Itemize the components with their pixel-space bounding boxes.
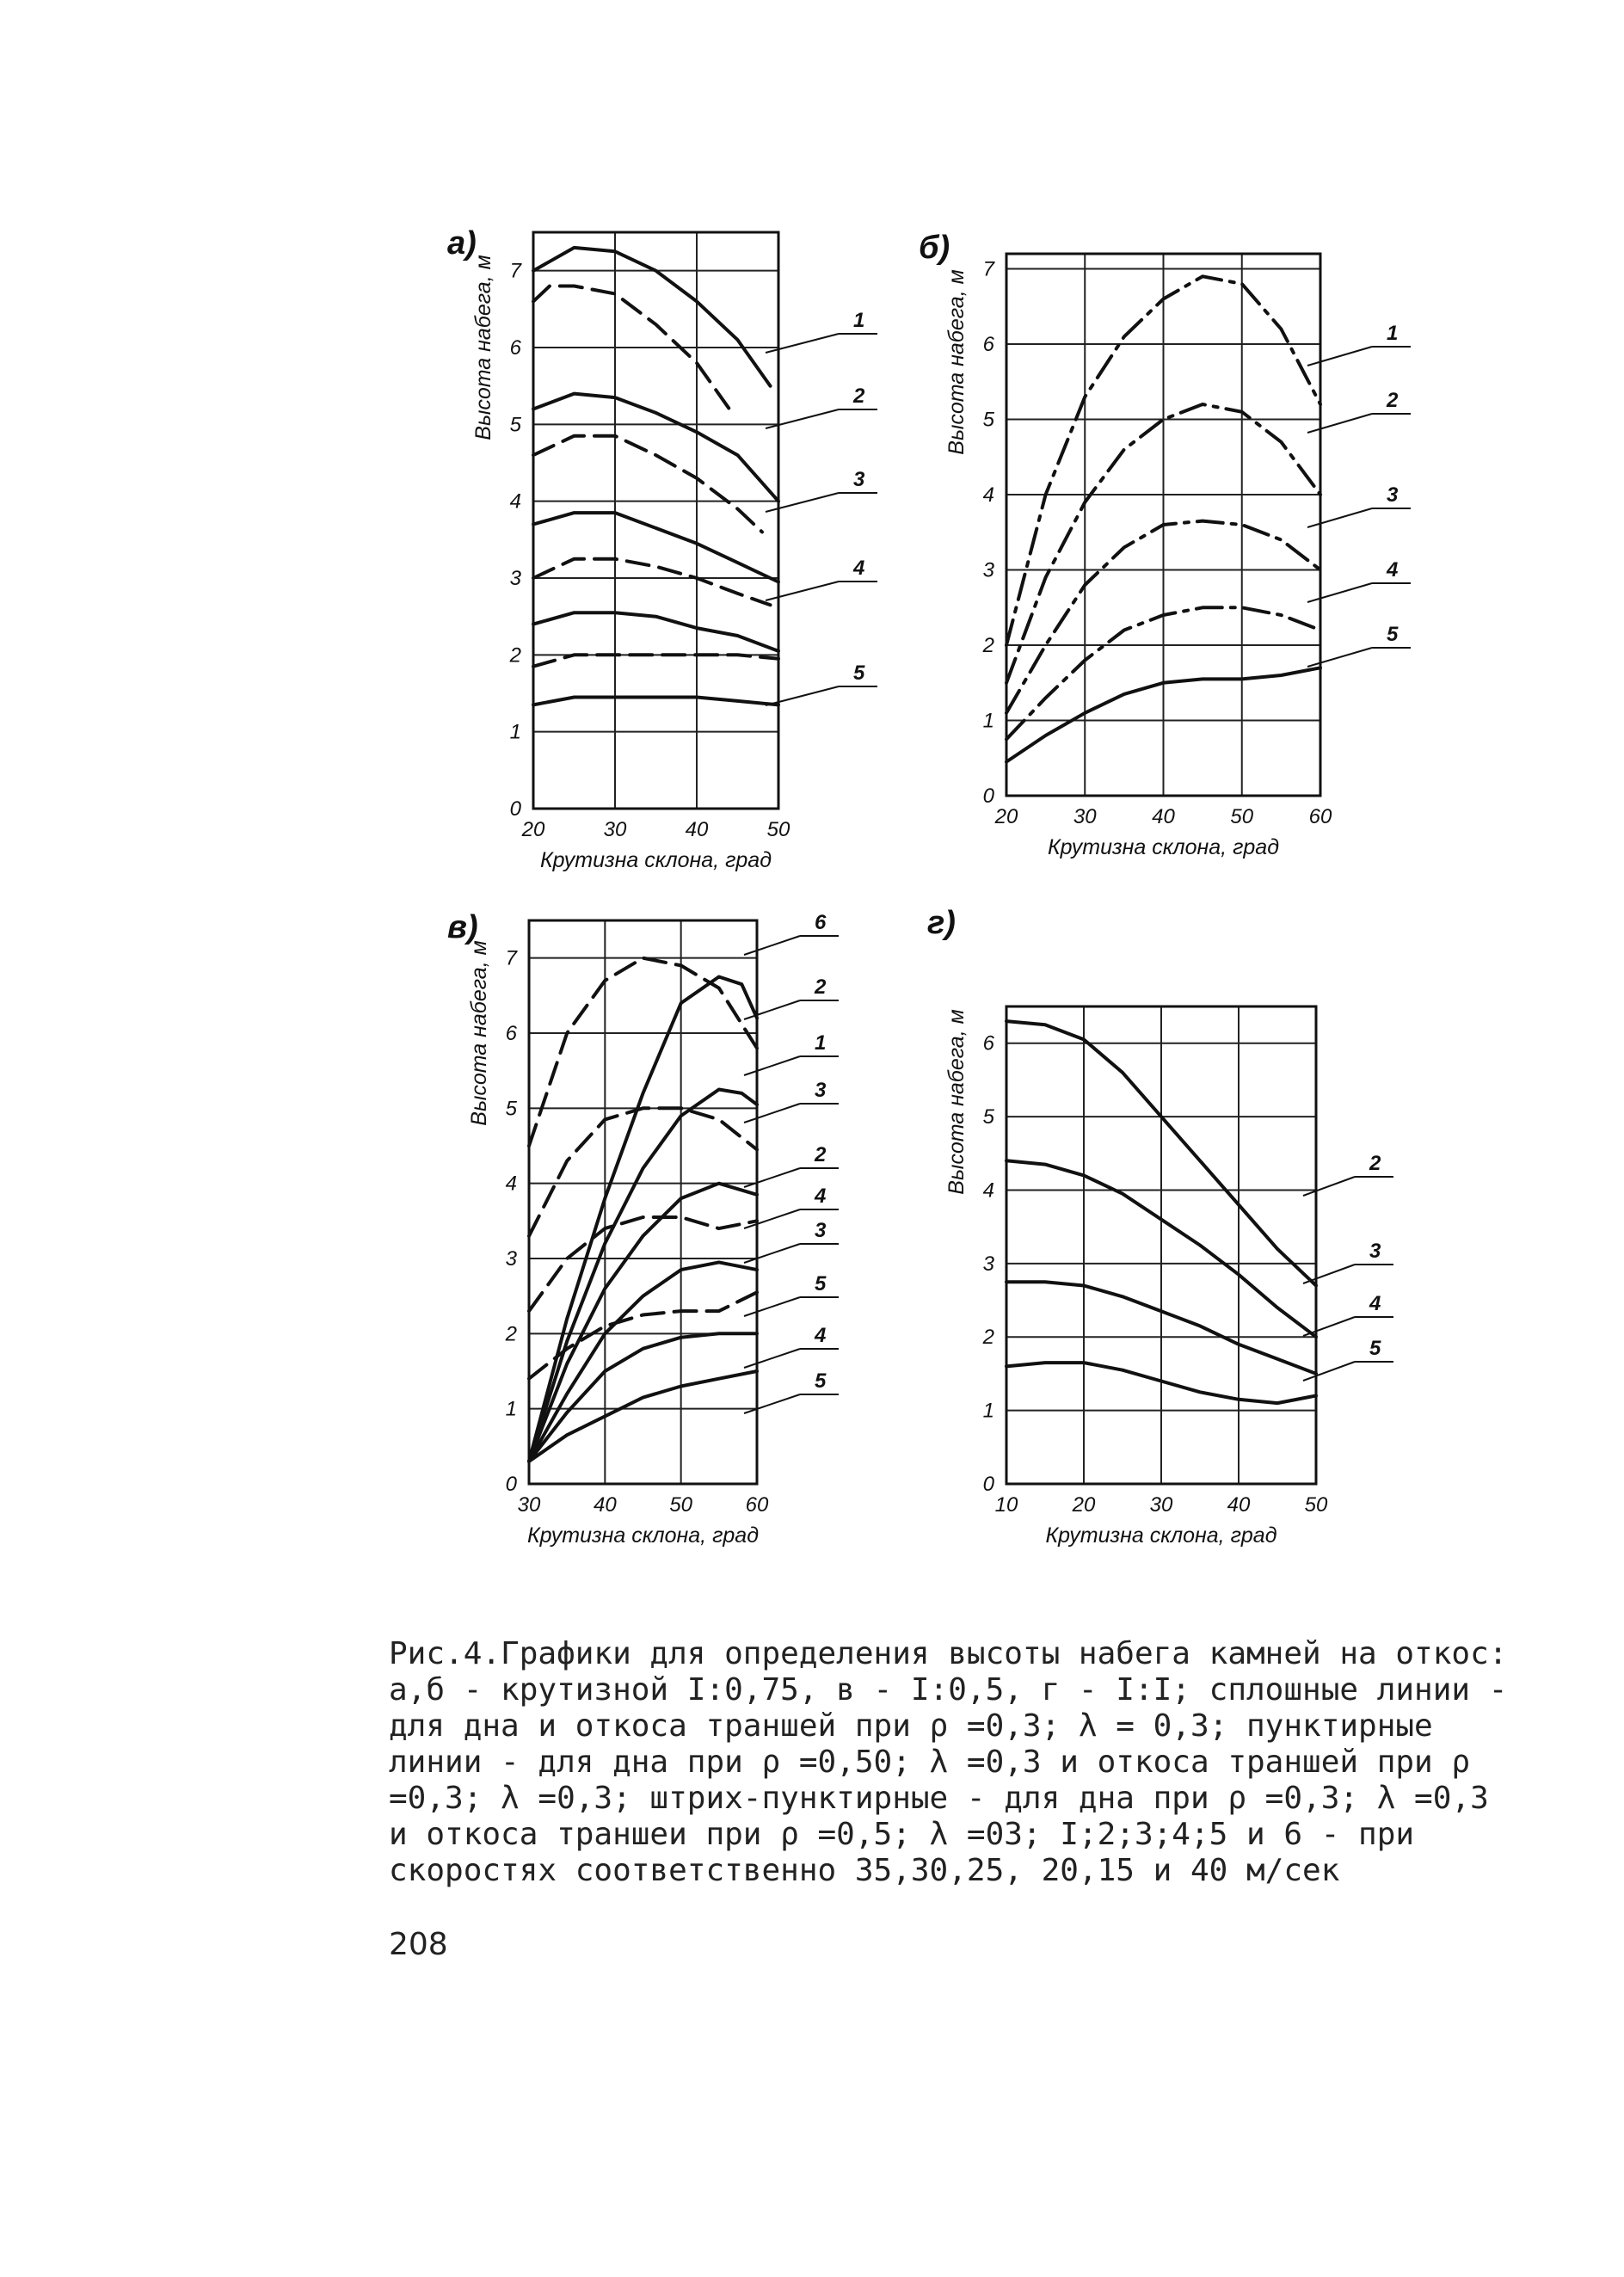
curve-leader-line <box>1307 648 1372 667</box>
chart-panel-3 <box>447 909 839 1548</box>
curve-label: 5 <box>1369 1337 1381 1360</box>
curve-leader-line <box>744 1244 800 1263</box>
curve-leader-line <box>744 936 800 955</box>
curve-leader-line <box>1303 1177 1355 1196</box>
x-tick-label: 50 <box>766 818 790 841</box>
y-tick-label: 0 <box>982 1473 994 1496</box>
x-tick-label: 40 <box>593 1493 617 1517</box>
chart-panel-1 <box>447 225 877 872</box>
y-tick-label: 5 <box>982 408 994 432</box>
y-tick-label: 1 <box>982 1399 994 1423</box>
x-tick-label: 30 <box>517 1493 541 1517</box>
curve-label: 2 <box>853 385 865 408</box>
curve-label: 4 <box>815 1185 827 1208</box>
panel-letter: в) <box>447 909 478 945</box>
curve-label: 4 <box>815 1324 827 1347</box>
curve-label: 3 <box>815 1079 827 1102</box>
x-tick-label: 60 <box>1308 805 1332 828</box>
curve-label: 3 <box>1369 1240 1381 1263</box>
x-axis-label: Крутизна склона, град <box>1047 835 1280 859</box>
x-tick-label: 50 <box>669 1493 693 1517</box>
curve-leader-line <box>744 1168 800 1187</box>
x-axis-label: Крутизна склона, град <box>539 848 772 872</box>
x-axis-label: Крутизна склона, град <box>526 1523 760 1548</box>
panel-letter: а) <box>447 225 477 262</box>
x-tick-label: 40 <box>1152 805 1175 828</box>
x-tick-label: 20 <box>1072 1493 1096 1517</box>
curve-leader-line <box>744 1349 800 1368</box>
curve-label: 2 <box>1387 389 1399 412</box>
series-line-2-solid <box>533 394 778 502</box>
y-tick-label: 5 <box>982 1105 994 1129</box>
page-number: 208 <box>389 1927 448 1962</box>
y-tick-label: 6 <box>982 333 994 356</box>
curve-leader-line <box>766 493 839 512</box>
curve-label: 4 <box>853 557 865 580</box>
curve-leader-line <box>1303 1317 1355 1336</box>
curve-leader-line <box>1307 508 1372 527</box>
series-line-4-dashed <box>533 655 778 666</box>
x-axis-label: Крутизна склона, град <box>1045 1523 1277 1548</box>
x-tick-label: 20 <box>521 818 545 841</box>
curve-leader-line <box>1307 414 1372 433</box>
x-tick-label: 30 <box>1073 805 1097 828</box>
y-tick-label: 4 <box>509 489 521 514</box>
chart-panel-4 <box>927 905 1393 1548</box>
curve-label: 2 <box>815 975 827 999</box>
y-tick-label: 5 <box>509 413 521 437</box>
y-tick-label: 3 <box>982 1252 994 1276</box>
y-axis-label: Высота набега, м <box>944 269 969 455</box>
y-tick-label: 4 <box>505 1172 517 1196</box>
series-line-5-solid <box>533 698 778 705</box>
y-axis-label: Высота набега, м <box>944 1009 969 1195</box>
y-tick-label: 2 <box>982 1326 994 1350</box>
curve-leader-line <box>744 1209 800 1228</box>
y-tick-label: 1 <box>982 709 994 733</box>
curve-leader-line <box>1307 583 1372 602</box>
series-line-6-dashed <box>529 958 757 1146</box>
y-tick-label: 0 <box>982 785 994 808</box>
x-tick-label: 40 <box>1227 1493 1251 1517</box>
series-line-4-solid <box>533 612 778 651</box>
chart-panel-2 <box>919 230 1411 859</box>
y-tick-label: 7 <box>509 259 521 283</box>
y-tick-label: 3 <box>982 558 994 582</box>
y-tick-label: 6 <box>509 336 521 360</box>
y-tick-label: 3 <box>509 567 521 590</box>
curve-label: 1 <box>1387 322 1399 345</box>
curve-label: 5 <box>853 662 865 685</box>
curve-label: 1 <box>815 1031 827 1055</box>
curve-label: 4 <box>1387 558 1399 582</box>
curve-leader-line <box>766 582 839 600</box>
curve-leader-line <box>766 409 839 428</box>
curve-label: 3 <box>1387 483 1399 507</box>
curve-label: 3 <box>815 1219 827 1242</box>
panel-letter: б) <box>919 230 950 266</box>
curve-label: 5 <box>1387 623 1399 646</box>
series-line-1-solid <box>533 248 771 386</box>
series-line-3-solid <box>529 1262 757 1461</box>
curve-label: 1 <box>853 309 865 332</box>
y-tick-label: 4 <box>982 483 994 507</box>
y-tick-label: 7 <box>505 946 517 970</box>
curve-leader-line <box>1303 1265 1355 1283</box>
curve-leader-line <box>766 686 839 705</box>
y-tick-label: 5 <box>505 1097 517 1121</box>
x-tick-label: 20 <box>994 805 1018 828</box>
y-tick-label: 1 <box>505 1397 517 1421</box>
curve-label: 4 <box>1369 1292 1381 1315</box>
figure-caption: Рис.4.Графики для определения высоты набега камней на откос: а,б - крутизной I:0,75, в - I:0,5, г - I:I; сплошные линии - для дна и откоса траншей при ρ =0,3; λ = 0,3; пунктирные линии - для дна при ρ =0,50; λ =0,3 и откоса траншей при ρ =0,3; λ =0,3; штрих-пунктирные - для дна при ρ =0,3; λ =0,3 и откоса траншеи при ρ =0,5; λ =03; I;2;3;4;5 и 6 - при скоростях соответственно 35,30,25, 20,15 и 40 м/сек <box>389 1636 1527 1888</box>
curve-label: 2 <box>1369 1152 1381 1175</box>
series-line-3-solid <box>533 513 778 582</box>
panel-letter: г) <box>927 905 956 941</box>
curve-leader-line <box>744 1056 800 1075</box>
curve-label: 6 <box>815 911 827 934</box>
curve-label: 3 <box>853 468 865 491</box>
curve-leader-line <box>766 334 839 353</box>
series-line-1-solid <box>529 1090 757 1462</box>
y-tick-label: 0 <box>509 797 521 821</box>
x-tick-label: 50 <box>1304 1493 1328 1517</box>
curve-label: 5 <box>815 1369 827 1393</box>
x-tick-label: 60 <box>745 1493 769 1517</box>
x-tick-label: 50 <box>1230 805 1254 828</box>
plot-frame <box>533 232 778 809</box>
curve-leader-line <box>744 1394 800 1413</box>
curve-leader-line <box>744 1297 800 1316</box>
curve-leader-line <box>1307 347 1372 366</box>
y-tick-label: 2 <box>505 1322 517 1346</box>
curve-leader-line <box>744 1104 800 1123</box>
y-tick-label: 6 <box>505 1022 517 1045</box>
x-tick-label: 30 <box>1149 1493 1173 1517</box>
y-axis-label: Высота набега, м <box>467 940 491 1126</box>
curve-label: 5 <box>815 1272 827 1295</box>
y-tick-label: 2 <box>982 634 994 657</box>
y-tick-label: 1 <box>509 720 521 744</box>
y-tick-label: 2 <box>509 643 521 668</box>
series-line-3-dashed <box>533 559 771 606</box>
x-tick-label: 10 <box>994 1493 1018 1517</box>
y-tick-label: 3 <box>505 1247 517 1271</box>
y-tick-label: 0 <box>505 1473 517 1496</box>
y-tick-label: 6 <box>982 1031 994 1055</box>
y-tick-label: 4 <box>982 1179 994 1203</box>
y-axis-label: Высота набега, м <box>471 255 495 440</box>
x-tick-label: 30 <box>603 818 627 841</box>
y-tick-label: 7 <box>982 257 994 281</box>
x-tick-label: 40 <box>685 818 709 841</box>
curve-label: 2 <box>815 1143 827 1166</box>
